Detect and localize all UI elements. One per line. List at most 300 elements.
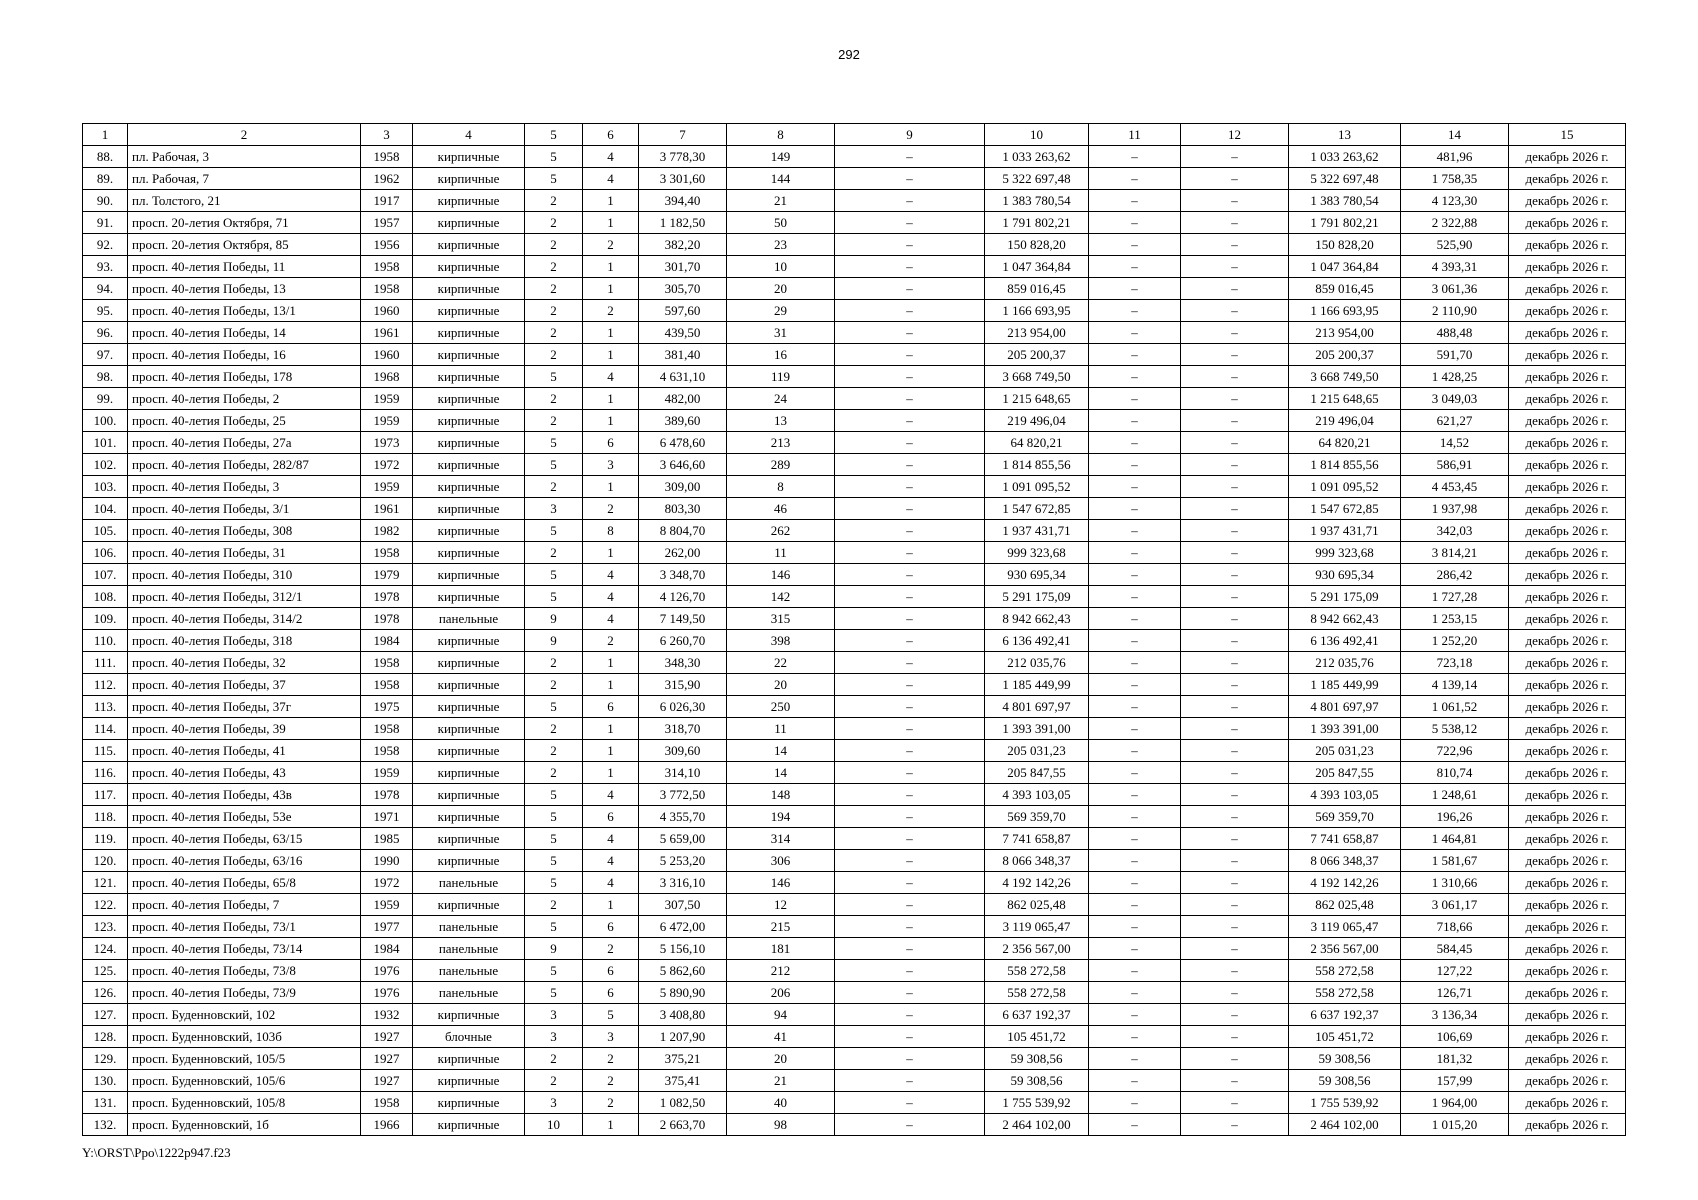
table-cell: кирпичные <box>413 1004 525 1026</box>
table-cell: декабрь 2026 г. <box>1509 300 1626 322</box>
table-cell: 90. <box>83 190 128 212</box>
table-cell: декабрь 2026 г. <box>1509 520 1626 542</box>
table-cell: 1973 <box>361 432 413 454</box>
address-cell: просп. 40-летия Победы, 73/8 <box>128 960 361 982</box>
table-cell: – <box>1089 146 1181 168</box>
table-cell: – <box>835 542 985 564</box>
table-row <box>83 190 1626 212</box>
table-cell: – <box>1181 674 1289 696</box>
table-cell: декабрь 2026 г. <box>1509 828 1626 850</box>
table-cell: 3 814,21 <box>1401 542 1509 564</box>
table-cell: 5 322 697,48 <box>1289 168 1401 190</box>
table-cell: – <box>1089 740 1181 762</box>
table-cell: 3 668 749,50 <box>1289 366 1401 388</box>
table-cell: 114. <box>83 718 128 740</box>
table-row <box>83 894 1626 916</box>
table-cell: 59 308,56 <box>985 1048 1089 1070</box>
table-cell: 146 <box>727 872 835 894</box>
table-cell: 1 393 391,00 <box>985 718 1089 740</box>
table-cell: 262,00 <box>639 542 727 564</box>
table-cell: 525,90 <box>1401 234 1509 256</box>
table-cell: 301,70 <box>639 256 727 278</box>
address-cell: просп. 40-летия Победы, 310 <box>128 564 361 586</box>
table-cell: 2 <box>525 410 583 432</box>
table-cell: панельные <box>413 916 525 938</box>
table-cell: 1984 <box>361 938 413 960</box>
table-cell: 348,30 <box>639 652 727 674</box>
table-cell: кирпичные <box>413 344 525 366</box>
table-cell: 126,71 <box>1401 982 1509 1004</box>
address-cell: просп. 40-летия Победы, 37 <box>128 674 361 696</box>
table-row <box>83 586 1626 608</box>
table-cell: – <box>1089 1004 1181 1026</box>
table-cell: 11 <box>727 718 835 740</box>
table-cell: 309,00 <box>639 476 727 498</box>
table-cell: – <box>835 498 985 520</box>
table-cell: – <box>1181 872 1289 894</box>
table-cell: кирпичные <box>413 498 525 520</box>
address-cell: просп. Буденновский, 103б <box>128 1026 361 1048</box>
table-cell: – <box>1089 762 1181 784</box>
table-cell: декабрь 2026 г. <box>1509 586 1626 608</box>
table-cell: 6 026,30 <box>639 696 727 718</box>
table-cell: 1 755 539,92 <box>1289 1092 1401 1114</box>
table-row <box>83 388 1626 410</box>
table-row <box>83 1004 1626 1026</box>
table-cell: 1927 <box>361 1026 413 1048</box>
table-cell: 2 <box>525 300 583 322</box>
table-cell: 9 <box>525 630 583 652</box>
housing-register-table <box>82 123 1626 1136</box>
table-cell: 1975 <box>361 696 413 718</box>
table-cell: 64 820,21 <box>985 432 1089 454</box>
table-cell: – <box>1181 300 1289 322</box>
table-cell: – <box>835 828 985 850</box>
table-cell: – <box>1089 454 1181 476</box>
table-cell: кирпичные <box>413 740 525 762</box>
address-cell: пл. Рабочая, 7 <box>128 168 361 190</box>
table-cell: декабрь 2026 г. <box>1509 1114 1626 1136</box>
table-cell: – <box>835 718 985 740</box>
table-cell: – <box>1181 1114 1289 1136</box>
table-cell: декабрь 2026 г. <box>1509 1004 1626 1026</box>
table-cell: 2 464 102,00 <box>985 1114 1089 1136</box>
table-cell: 59 308,56 <box>1289 1070 1401 1092</box>
table-cell: 106,69 <box>1401 1026 1509 1048</box>
address-cell: просп. 20-летия Октября, 71 <box>128 212 361 234</box>
table-cell: 98 <box>727 1114 835 1136</box>
address-cell: просп. 40-летия Победы, 27а <box>128 432 361 454</box>
table-cell: 558 272,58 <box>985 982 1089 1004</box>
table-cell: – <box>835 586 985 608</box>
table-cell: – <box>1181 168 1289 190</box>
address-cell: просп. 20-летия Октября, 85 <box>128 234 361 256</box>
table-cell: 569 359,70 <box>985 806 1089 828</box>
table-cell: 219 496,04 <box>985 410 1089 432</box>
table-cell: 5 <box>525 916 583 938</box>
table-cell: 1976 <box>361 960 413 982</box>
table-cell: 930 695,34 <box>1289 564 1401 586</box>
table-cell: 9 <box>525 938 583 960</box>
table-cell: 1 <box>583 256 639 278</box>
table-cell: 6 <box>583 960 639 982</box>
table-cell: кирпичные <box>413 454 525 476</box>
table-cell: декабрь 2026 г. <box>1509 1048 1626 1070</box>
table-cell: 1 248,61 <box>1401 784 1509 806</box>
table-cell: декабрь 2026 г. <box>1509 278 1626 300</box>
table-cell: – <box>1181 256 1289 278</box>
column-number-header: 3 <box>361 124 413 146</box>
table-cell: 105. <box>83 520 128 542</box>
table-cell: – <box>1089 960 1181 982</box>
table-cell: – <box>1089 784 1181 806</box>
table-cell: 2 <box>525 1048 583 1070</box>
table-cell: 150 828,20 <box>985 234 1089 256</box>
table-cell: 621,27 <box>1401 410 1509 432</box>
table-cell: 21 <box>727 190 835 212</box>
table-cell: 1 166 693,95 <box>1289 300 1401 322</box>
table-cell: 94 <box>727 1004 835 1026</box>
table-cell: декабрь 2026 г. <box>1509 982 1626 1004</box>
table-cell: – <box>1181 696 1289 718</box>
table-cell: 150 828,20 <box>1289 234 1401 256</box>
table-cell: 722,96 <box>1401 740 1509 762</box>
table-row <box>83 1026 1626 1048</box>
table-cell: 1978 <box>361 608 413 630</box>
table-cell: – <box>1089 828 1181 850</box>
table-cell: 1958 <box>361 278 413 300</box>
address-cell: просп. 40-летия Победы, 14 <box>128 322 361 344</box>
table-cell: кирпичные <box>413 168 525 190</box>
table-cell: 6 260,70 <box>639 630 727 652</box>
table-cell: – <box>1181 806 1289 828</box>
address-cell: просп. 40-летия Победы, 25 <box>128 410 361 432</box>
address-cell: просп. 40-летия Победы, 39 <box>128 718 361 740</box>
table-cell: – <box>1181 586 1289 608</box>
table-cell: 1 <box>583 278 639 300</box>
table-cell: 3 408,80 <box>639 1004 727 1026</box>
table-cell: 8 <box>727 476 835 498</box>
table-cell: – <box>835 256 985 278</box>
table-cell: 569 359,70 <box>1289 806 1401 828</box>
table-row <box>83 740 1626 762</box>
table-cell: – <box>835 674 985 696</box>
table-cell: кирпичные <box>413 542 525 564</box>
table-cell: 205 847,55 <box>985 762 1089 784</box>
table-cell: декабрь 2026 г. <box>1509 256 1626 278</box>
table-cell: 1959 <box>361 476 413 498</box>
table-cell: – <box>1181 146 1289 168</box>
table-cell: – <box>1089 190 1181 212</box>
table-cell: 4 <box>583 146 639 168</box>
table-row <box>83 630 1626 652</box>
table-cell: – <box>1181 520 1289 542</box>
table-cell: 3 772,50 <box>639 784 727 806</box>
table-cell: 3 <box>583 454 639 476</box>
table-cell: 104. <box>83 498 128 520</box>
table-cell: – <box>1181 410 1289 432</box>
table-cell: 482,00 <box>639 388 727 410</box>
table-cell: – <box>1089 696 1181 718</box>
table-row <box>83 718 1626 740</box>
table-cell: 21 <box>727 1070 835 1092</box>
table-cell: 5 <box>525 586 583 608</box>
table-cell: 2 356 567,00 <box>985 938 1089 960</box>
table-cell: 5 <box>525 432 583 454</box>
table-row <box>83 1092 1626 1114</box>
column-number-header: 14 <box>1401 124 1509 146</box>
table-cell: 999 323,68 <box>985 542 1089 564</box>
table-cell: 3 119 065,47 <box>985 916 1089 938</box>
column-number-header: 5 <box>525 124 583 146</box>
table-cell: 1982 <box>361 520 413 542</box>
table-cell: – <box>835 652 985 674</box>
table-cell: 1 937 431,71 <box>985 520 1089 542</box>
table-cell: 1 207,90 <box>639 1026 727 1048</box>
table-cell: 24 <box>727 388 835 410</box>
table-cell: 314,10 <box>639 762 727 784</box>
table-cell: 31 <box>727 322 835 344</box>
table-cell: – <box>1089 630 1181 652</box>
table-cell: 13 <box>727 410 835 432</box>
table-cell: 8 <box>583 520 639 542</box>
address-cell: просп. 40-летия Победы, 178 <box>128 366 361 388</box>
table-cell: 1 814 855,56 <box>985 454 1089 476</box>
table-cell: декабрь 2026 г. <box>1509 938 1626 960</box>
table-cell: – <box>835 982 985 1004</box>
table-cell: кирпичные <box>413 1070 525 1092</box>
table-cell: кирпичные <box>413 1048 525 1070</box>
table-cell: 196,26 <box>1401 806 1509 828</box>
table-cell: 1 310,66 <box>1401 872 1509 894</box>
table-cell: 2 464 102,00 <box>1289 1114 1401 1136</box>
table-cell: 94. <box>83 278 128 300</box>
table-cell: – <box>1089 1092 1181 1114</box>
table-cell: 59 308,56 <box>985 1070 1089 1092</box>
table-cell: 2 <box>583 234 639 256</box>
table-cell: 1972 <box>361 454 413 476</box>
table-cell: 5 862,60 <box>639 960 727 982</box>
table-cell: 1961 <box>361 322 413 344</box>
table-row <box>83 520 1626 542</box>
table-cell: кирпичные <box>413 212 525 234</box>
table-cell: кирпичные <box>413 564 525 586</box>
table-cell: панельные <box>413 608 525 630</box>
table-cell: 3 049,03 <box>1401 388 1509 410</box>
table-cell: 6 <box>583 982 639 1004</box>
table-cell: – <box>835 388 985 410</box>
table-cell: – <box>1089 806 1181 828</box>
table-cell: кирпичные <box>413 630 525 652</box>
table-row <box>83 828 1626 850</box>
table-cell: 5 <box>525 696 583 718</box>
table-cell: 212 035,76 <box>1289 652 1401 674</box>
table-cell: 2 <box>583 498 639 520</box>
table-cell: 110. <box>83 630 128 652</box>
table-cell: 1 215 648,65 <box>985 388 1089 410</box>
table-cell: 117. <box>83 784 128 806</box>
table-cell: 1 047 364,84 <box>1289 256 1401 278</box>
table-cell: – <box>1181 234 1289 256</box>
table-cell: кирпичные <box>413 696 525 718</box>
table-cell: – <box>1089 982 1181 1004</box>
table-cell: 112. <box>83 674 128 696</box>
table-cell: 309,60 <box>639 740 727 762</box>
table-cell: 16 <box>727 344 835 366</box>
table-cell: 1 937,98 <box>1401 498 1509 520</box>
table-row <box>83 784 1626 806</box>
table-cell: 5 291 175,09 <box>985 586 1089 608</box>
table-cell: кирпичные <box>413 256 525 278</box>
table-cell: 375,41 <box>639 1070 727 1092</box>
table-cell: 93. <box>83 256 128 278</box>
table-cell: 1957 <box>361 212 413 234</box>
table-cell: 4 393 103,05 <box>985 784 1089 806</box>
table-cell: 132. <box>83 1114 128 1136</box>
table-cell: 5 <box>525 850 583 872</box>
table-cell: 1927 <box>361 1048 413 1070</box>
table-cell: 597,60 <box>639 300 727 322</box>
table-cell: 6 <box>583 806 639 828</box>
table-cell: 4 <box>583 586 639 608</box>
table-cell: – <box>1181 564 1289 586</box>
table-cell: – <box>835 146 985 168</box>
table-cell: 3 <box>525 498 583 520</box>
table-cell: 125. <box>83 960 128 982</box>
table-cell: 1 <box>583 410 639 432</box>
file-path-footer: Y:\ORST\Ppo\1222p947.f23 <box>82 1145 231 1160</box>
table-cell: 5 <box>525 146 583 168</box>
table-cell: 5 <box>583 1004 639 1026</box>
table-cell: 5 890,90 <box>639 982 727 1004</box>
table-cell: 5 <box>525 828 583 850</box>
table-cell: – <box>835 894 985 916</box>
table-cell: 127,22 <box>1401 960 1509 982</box>
table-cell: 250 <box>727 696 835 718</box>
table-cell: – <box>835 762 985 784</box>
table-cell: 5 <box>525 564 583 586</box>
address-cell: просп. Буденновский, 105/5 <box>128 1048 361 1070</box>
table-cell: 100. <box>83 410 128 432</box>
table-cell: 305,70 <box>639 278 727 300</box>
table-cell: декабрь 2026 г. <box>1509 740 1626 762</box>
table-cell: 810,74 <box>1401 762 1509 784</box>
table-cell: 1 937 431,71 <box>1289 520 1401 542</box>
table-cell: 3 301,60 <box>639 168 727 190</box>
table-cell: – <box>835 696 985 718</box>
table-cell: 103. <box>83 476 128 498</box>
table-cell: декабрь 2026 г. <box>1509 696 1626 718</box>
table-cell: 1 <box>583 322 639 344</box>
table-cell: 5 <box>525 168 583 190</box>
table-cell: – <box>1089 1070 1181 1092</box>
table-cell: 1 758,35 <box>1401 168 1509 190</box>
table-cell: – <box>1181 542 1289 564</box>
table-cell: – <box>835 850 985 872</box>
table-cell: 7 741 658,87 <box>985 828 1089 850</box>
table-cell: 2 356 567,00 <box>1289 938 1401 960</box>
table-cell: 6 478,60 <box>639 432 727 454</box>
table-cell: 3 <box>525 1004 583 1026</box>
address-cell: просп. Буденновский, 105/8 <box>128 1092 361 1114</box>
table-cell: 1 814 855,56 <box>1289 454 1401 476</box>
table-cell: 1 755 539,92 <box>985 1092 1089 1114</box>
table-cell: 1 791 802,21 <box>985 212 1089 234</box>
table-cell: 144 <box>727 168 835 190</box>
table-cell: – <box>1089 366 1181 388</box>
table-cell: панельные <box>413 938 525 960</box>
table-cell: кирпичные <box>413 894 525 916</box>
table-cell: 5 <box>525 366 583 388</box>
table-cell: – <box>835 1004 985 1026</box>
table-cell: 1 964,00 <box>1401 1092 1509 1114</box>
table-cell: 2 110,90 <box>1401 300 1509 322</box>
table-cell: 6 <box>583 696 639 718</box>
table-cell: 10 <box>727 256 835 278</box>
table-cell: – <box>835 1048 985 1070</box>
table-cell: – <box>1089 718 1181 740</box>
table-cell: – <box>1181 388 1289 410</box>
table-cell: – <box>1089 1026 1181 1048</box>
table-cell: 121. <box>83 872 128 894</box>
table-cell: 1977 <box>361 916 413 938</box>
table-cell: – <box>835 1114 985 1136</box>
table-cell: 1 547 672,85 <box>985 498 1089 520</box>
table-cell: кирпичные <box>413 762 525 784</box>
table-row <box>83 432 1626 454</box>
address-cell: просп. 40-летия Победы, 3/1 <box>128 498 361 520</box>
table-cell: 2 322,88 <box>1401 212 1509 234</box>
table-cell: 314 <box>727 828 835 850</box>
table-cell: 126. <box>83 982 128 1004</box>
table-cell: 50 <box>727 212 835 234</box>
table-row <box>83 696 1626 718</box>
table-cell: 375,21 <box>639 1048 727 1070</box>
address-cell: просп. 40-летия Победы, 65/8 <box>128 872 361 894</box>
table-cell: – <box>1089 674 1181 696</box>
table-cell: кирпичные <box>413 828 525 850</box>
address-cell: просп. 40-летия Победы, 13 <box>128 278 361 300</box>
table-cell: 5 <box>525 872 583 894</box>
table-cell: 2 <box>583 938 639 960</box>
table-cell: – <box>1089 344 1181 366</box>
table-cell: – <box>835 872 985 894</box>
table-cell: – <box>1089 608 1181 630</box>
table-cell: 999 323,68 <box>1289 542 1401 564</box>
table-row <box>83 498 1626 520</box>
table-cell: 212 <box>727 960 835 982</box>
table-cell: 98. <box>83 366 128 388</box>
table-row <box>83 300 1626 322</box>
table-cell: 1 082,50 <box>639 1092 727 1114</box>
table-cell: – <box>835 344 985 366</box>
table-cell: 5 156,10 <box>639 938 727 960</box>
table-cell: 142 <box>727 586 835 608</box>
table-cell: 2 <box>525 652 583 674</box>
table-cell: – <box>1089 410 1181 432</box>
table-cell: 723,18 <box>1401 652 1509 674</box>
table-cell: 20 <box>727 278 835 300</box>
table-cell: 1959 <box>361 410 413 432</box>
table-cell: кирпичные <box>413 784 525 806</box>
table-cell: 205 200,37 <box>1289 344 1401 366</box>
address-cell: просп. 40-летия Победы, 3 <box>128 476 361 498</box>
column-number-header: 2 <box>128 124 361 146</box>
table-cell: 119. <box>83 828 128 850</box>
table-cell: 146 <box>727 564 835 586</box>
table-cell: 307,50 <box>639 894 727 916</box>
table-cell: – <box>1089 168 1181 190</box>
